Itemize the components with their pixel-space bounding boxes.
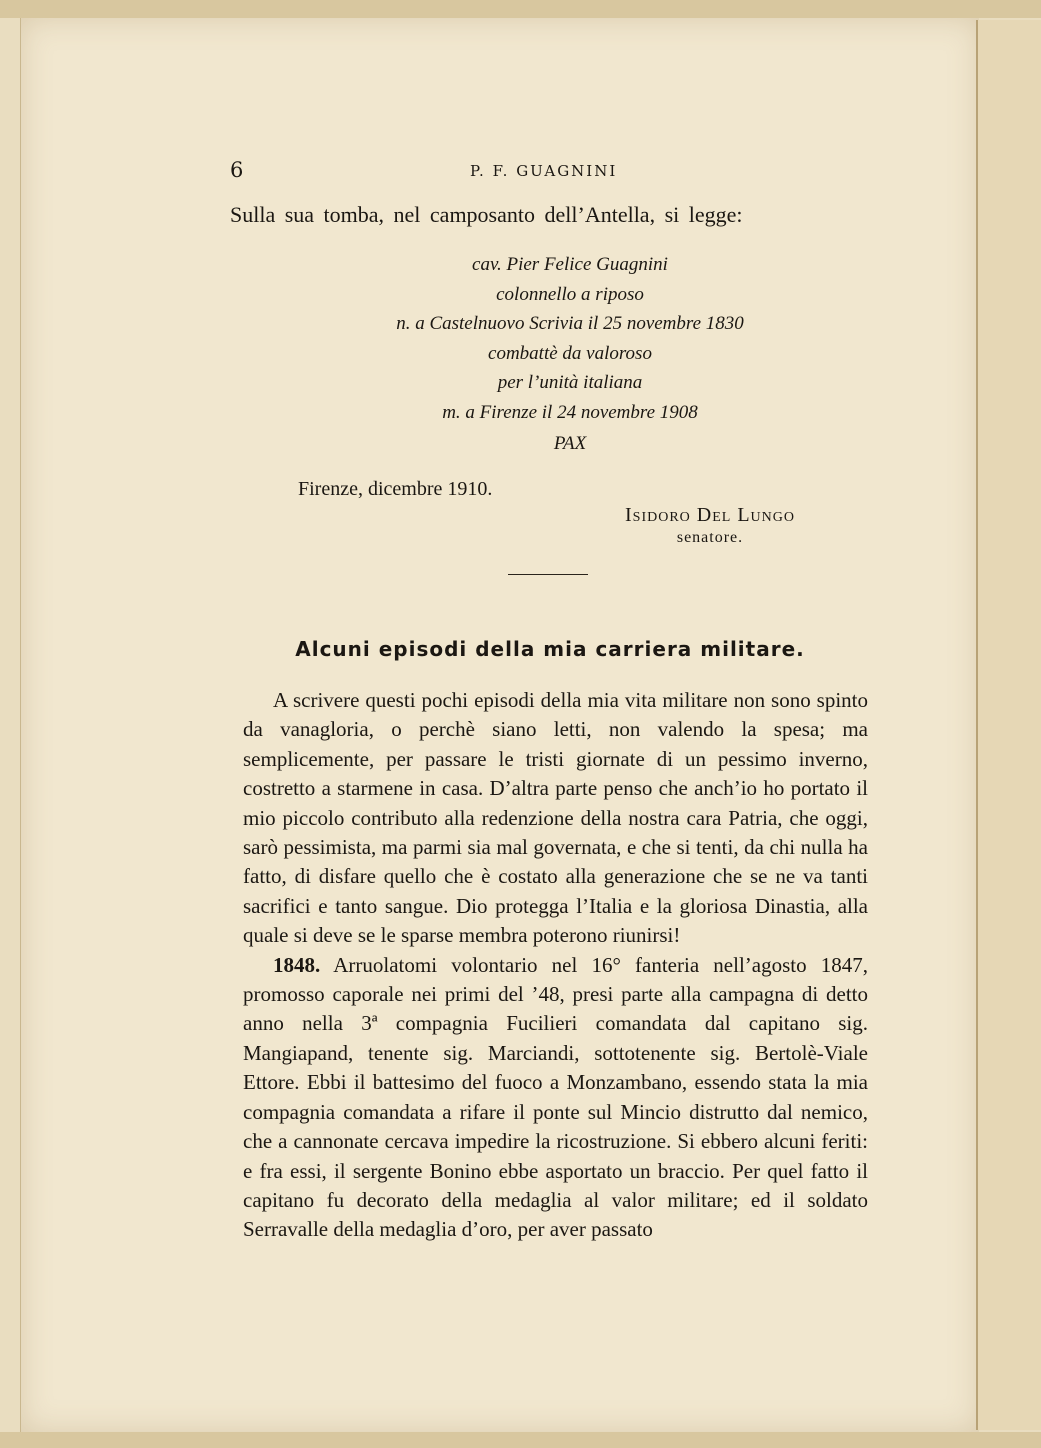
running-head: P. F. GUAGNINI bbox=[470, 162, 618, 180]
year-heading: 1848. bbox=[273, 952, 321, 977]
epitaph-block bbox=[300, 250, 840, 459]
signature bbox=[560, 504, 860, 547]
epitaph-line: m. a Firenze il 24 novembre 1908 bbox=[442, 401, 698, 423]
page-number: 6 bbox=[230, 158, 244, 182]
scan-top-border bbox=[0, 0, 1041, 18]
page-header bbox=[230, 158, 870, 188]
intro-line: Sulla sua tomba, nel camposanto dell’Antella, si legge: bbox=[230, 202, 743, 227]
epitaph-line: cav. Pier Felice Guagnini bbox=[472, 254, 668, 275]
section-title: Alcuni episodi della mia carriera militare. bbox=[295, 637, 805, 661]
paragraph bbox=[243, 951, 868, 1245]
epitaph-line: combattè da valoroso bbox=[488, 342, 652, 364]
date-line: Firenze, dicembre 1910. bbox=[298, 478, 493, 500]
paragraph-text: Arruolatomi volontario nel 16° fanteria nell’agosto 1847, promosso caporale nei primi del ’48, presi parte alla campagna di detto anno nella 3ª compagnia Fucilieri comandata dal capitano sig. Mangiapand, tenente sig. Marciandi, sottotenente sig. Bertolè-Viale Ettore. Ebbi il battesimo del fuoco a Monzambano, essendo stata la mia compagnia comandata a rifare il ponte sul Mincio distrutto dal nemico, che a cannonate cercava impedire la ricostruzione. Si ebbero alcuni feriti: e fra essi, il sergente Bonino ebbe asportato un braccio. Per quel fatto il capitano fu decorato della medaglia al valor militare; ed il soldato Serravalle della medaglia d’oro, per aver passato bbox=[243, 952, 869, 1242]
facing-page-edge bbox=[976, 20, 1041, 1430]
scan-bottom-border bbox=[0, 1432, 1041, 1448]
signature-title: senatore. bbox=[676, 529, 744, 546]
signature-name: Isidoro Del Lungo bbox=[625, 504, 795, 526]
section-divider bbox=[508, 574, 588, 575]
epitaph-line: per l’unità italiana bbox=[497, 372, 643, 393]
epitaph-pax: PAX bbox=[553, 433, 587, 454]
epitaph-line: n. a Castelnuovo Scrivia il 25 novembre 1830 bbox=[396, 313, 744, 334]
paragraph: A scrivere questi pochi episodi della mia vita militare non sono spinto da vanagloria, o perchè siano letti, non valendo la spesa; ma semplicemente, per passare le tristi giornate di un pessimo inverno, costretto a starmene in casa. D’altra parte penso che anch’io ho portato il mio piccolo contributo alla redenzione della nostra cara Patria, che oggi, sarò pessimista, ma parmi sia mal governata, e che si tenti, da chi nulla ha fatto, di disfare quello che è costato alla generazione che se ne va tanti sacrifici e tanto sangue. Dio protegga l’Italia e la gloriosa Dinastia, alla quale si deve se le sparse membra poterono riunirsi! bbox=[243, 688, 868, 948]
body-text bbox=[243, 686, 868, 1245]
epitaph-line: colonnello a riposo bbox=[496, 283, 644, 305]
